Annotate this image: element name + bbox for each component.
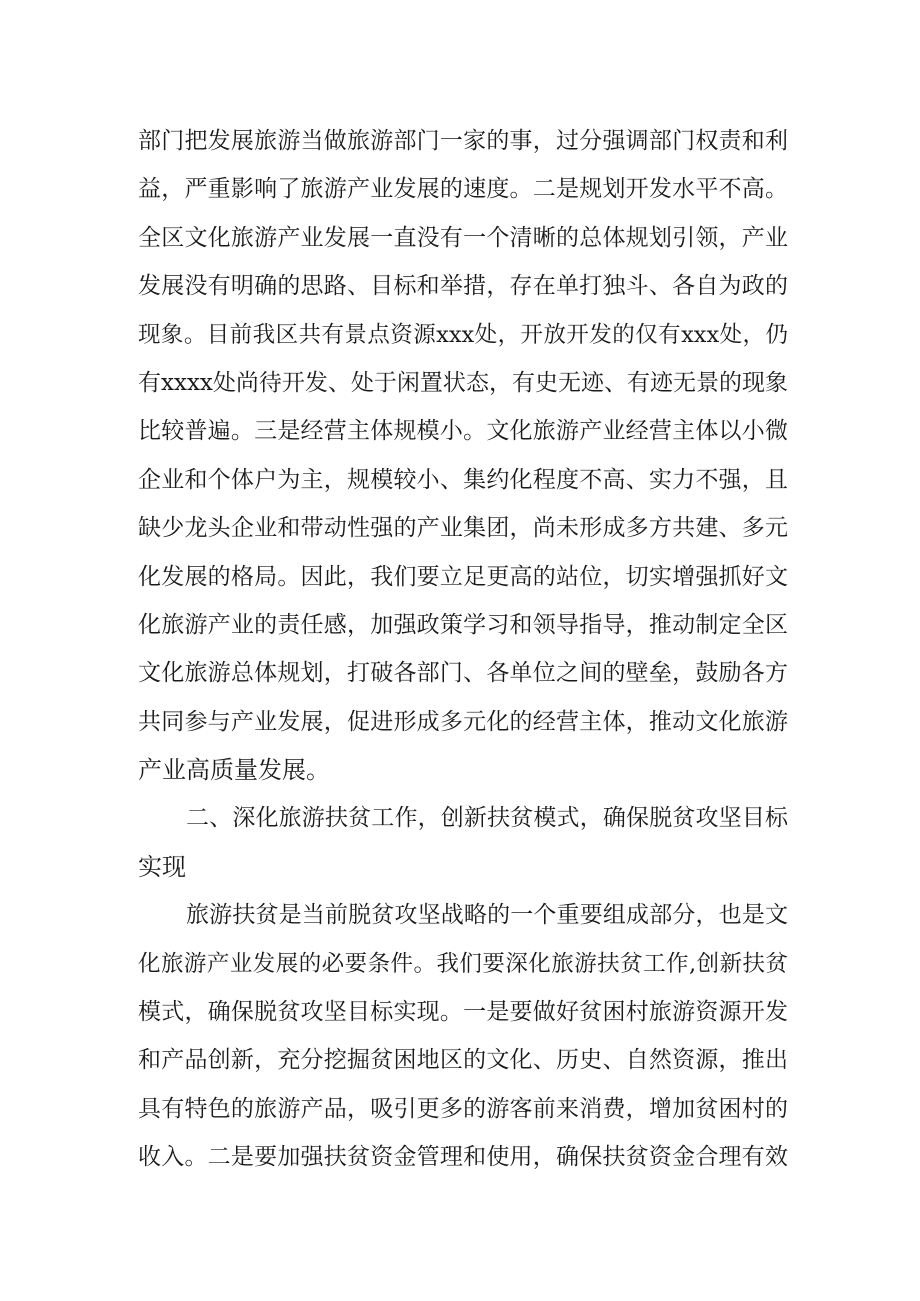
text-line: 全区文化旅游产业发展一直没有一个清晰的总体规划引领，产业	[138, 224, 788, 251]
text-line: 具有特色的旅游产品，吸引更多的游客前来消费，增加贫困村的	[138, 1095, 788, 1122]
text-line: 共同参与产业发展，促进形成多元化的经营主体，推动文化旅游	[138, 708, 788, 735]
text-line: 收入。二是要加强扶贫资金管理和使用，确保扶贫资金合理有效	[138, 1144, 788, 1171]
text-line: 发展没有明确的思路、目标和举措，存在单打独斗、各自为政的	[138, 273, 788, 300]
text-line: 文化旅游总体规划，打破各部门、各单位之间的壁垒，鼓励各方	[138, 660, 788, 687]
text-line: 益，严重影响了旅游产业发展的速度。二是规划开发水平不高。	[138, 176, 788, 203]
text-line: 化发展的格局。因此，我们要立足更高的站位，切实增强抓好文	[138, 563, 788, 590]
text-line: 现象。目前我区共有景点资源xxx处，开放开发的仅有xxx处，仍	[138, 321, 788, 348]
text-line: 部门把发展旅游当做旅游部门一家的事，过分强调部门权责和利	[138, 128, 788, 154]
text-line: 化旅游产业发展的必要条件。我们要深化旅游扶贫工作,创新扶贫	[138, 950, 788, 977]
body-text	[138, 117, 788, 1182]
text-line: 模式，确保脱贫攻坚目标实现。一是要做好贫困村旅游资源开发	[138, 999, 788, 1026]
text-line: 有xxxx处尚待开发、处于闲置状态，有史无迹、有迹无景的现象	[138, 369, 788, 396]
text-line: 缺少龙头企业和带动性强的产业集团，尚未形成多方共建、多元	[138, 515, 788, 542]
text-line: 旅游扶贫是当前脱贫攻坚战略的一个重要组成部分，也是文	[186, 902, 788, 929]
section-heading-line: 二、深化旅游扶贫工作，创新扶贫模式，确保脱贫攻坚目标	[186, 805, 788, 832]
text-line: 企业和个体户为主，规模较小、集约化程度不高、实力不强，且	[138, 466, 788, 493]
text-line: 和产品创新，充分挖掘贫困地区的文化、历史、自然资源，推出	[138, 1047, 788, 1074]
text-line: 化旅游产业的责任感，加强政策学习和领导指导，推动制定全区	[138, 611, 788, 638]
text-line: 产业高质量发展。	[138, 756, 330, 785]
text-line: 比较普遍。三是经营主体规模小。文化旅游产业经营主体以小微	[138, 418, 788, 445]
section-heading-line: 实现	[138, 852, 186, 881]
